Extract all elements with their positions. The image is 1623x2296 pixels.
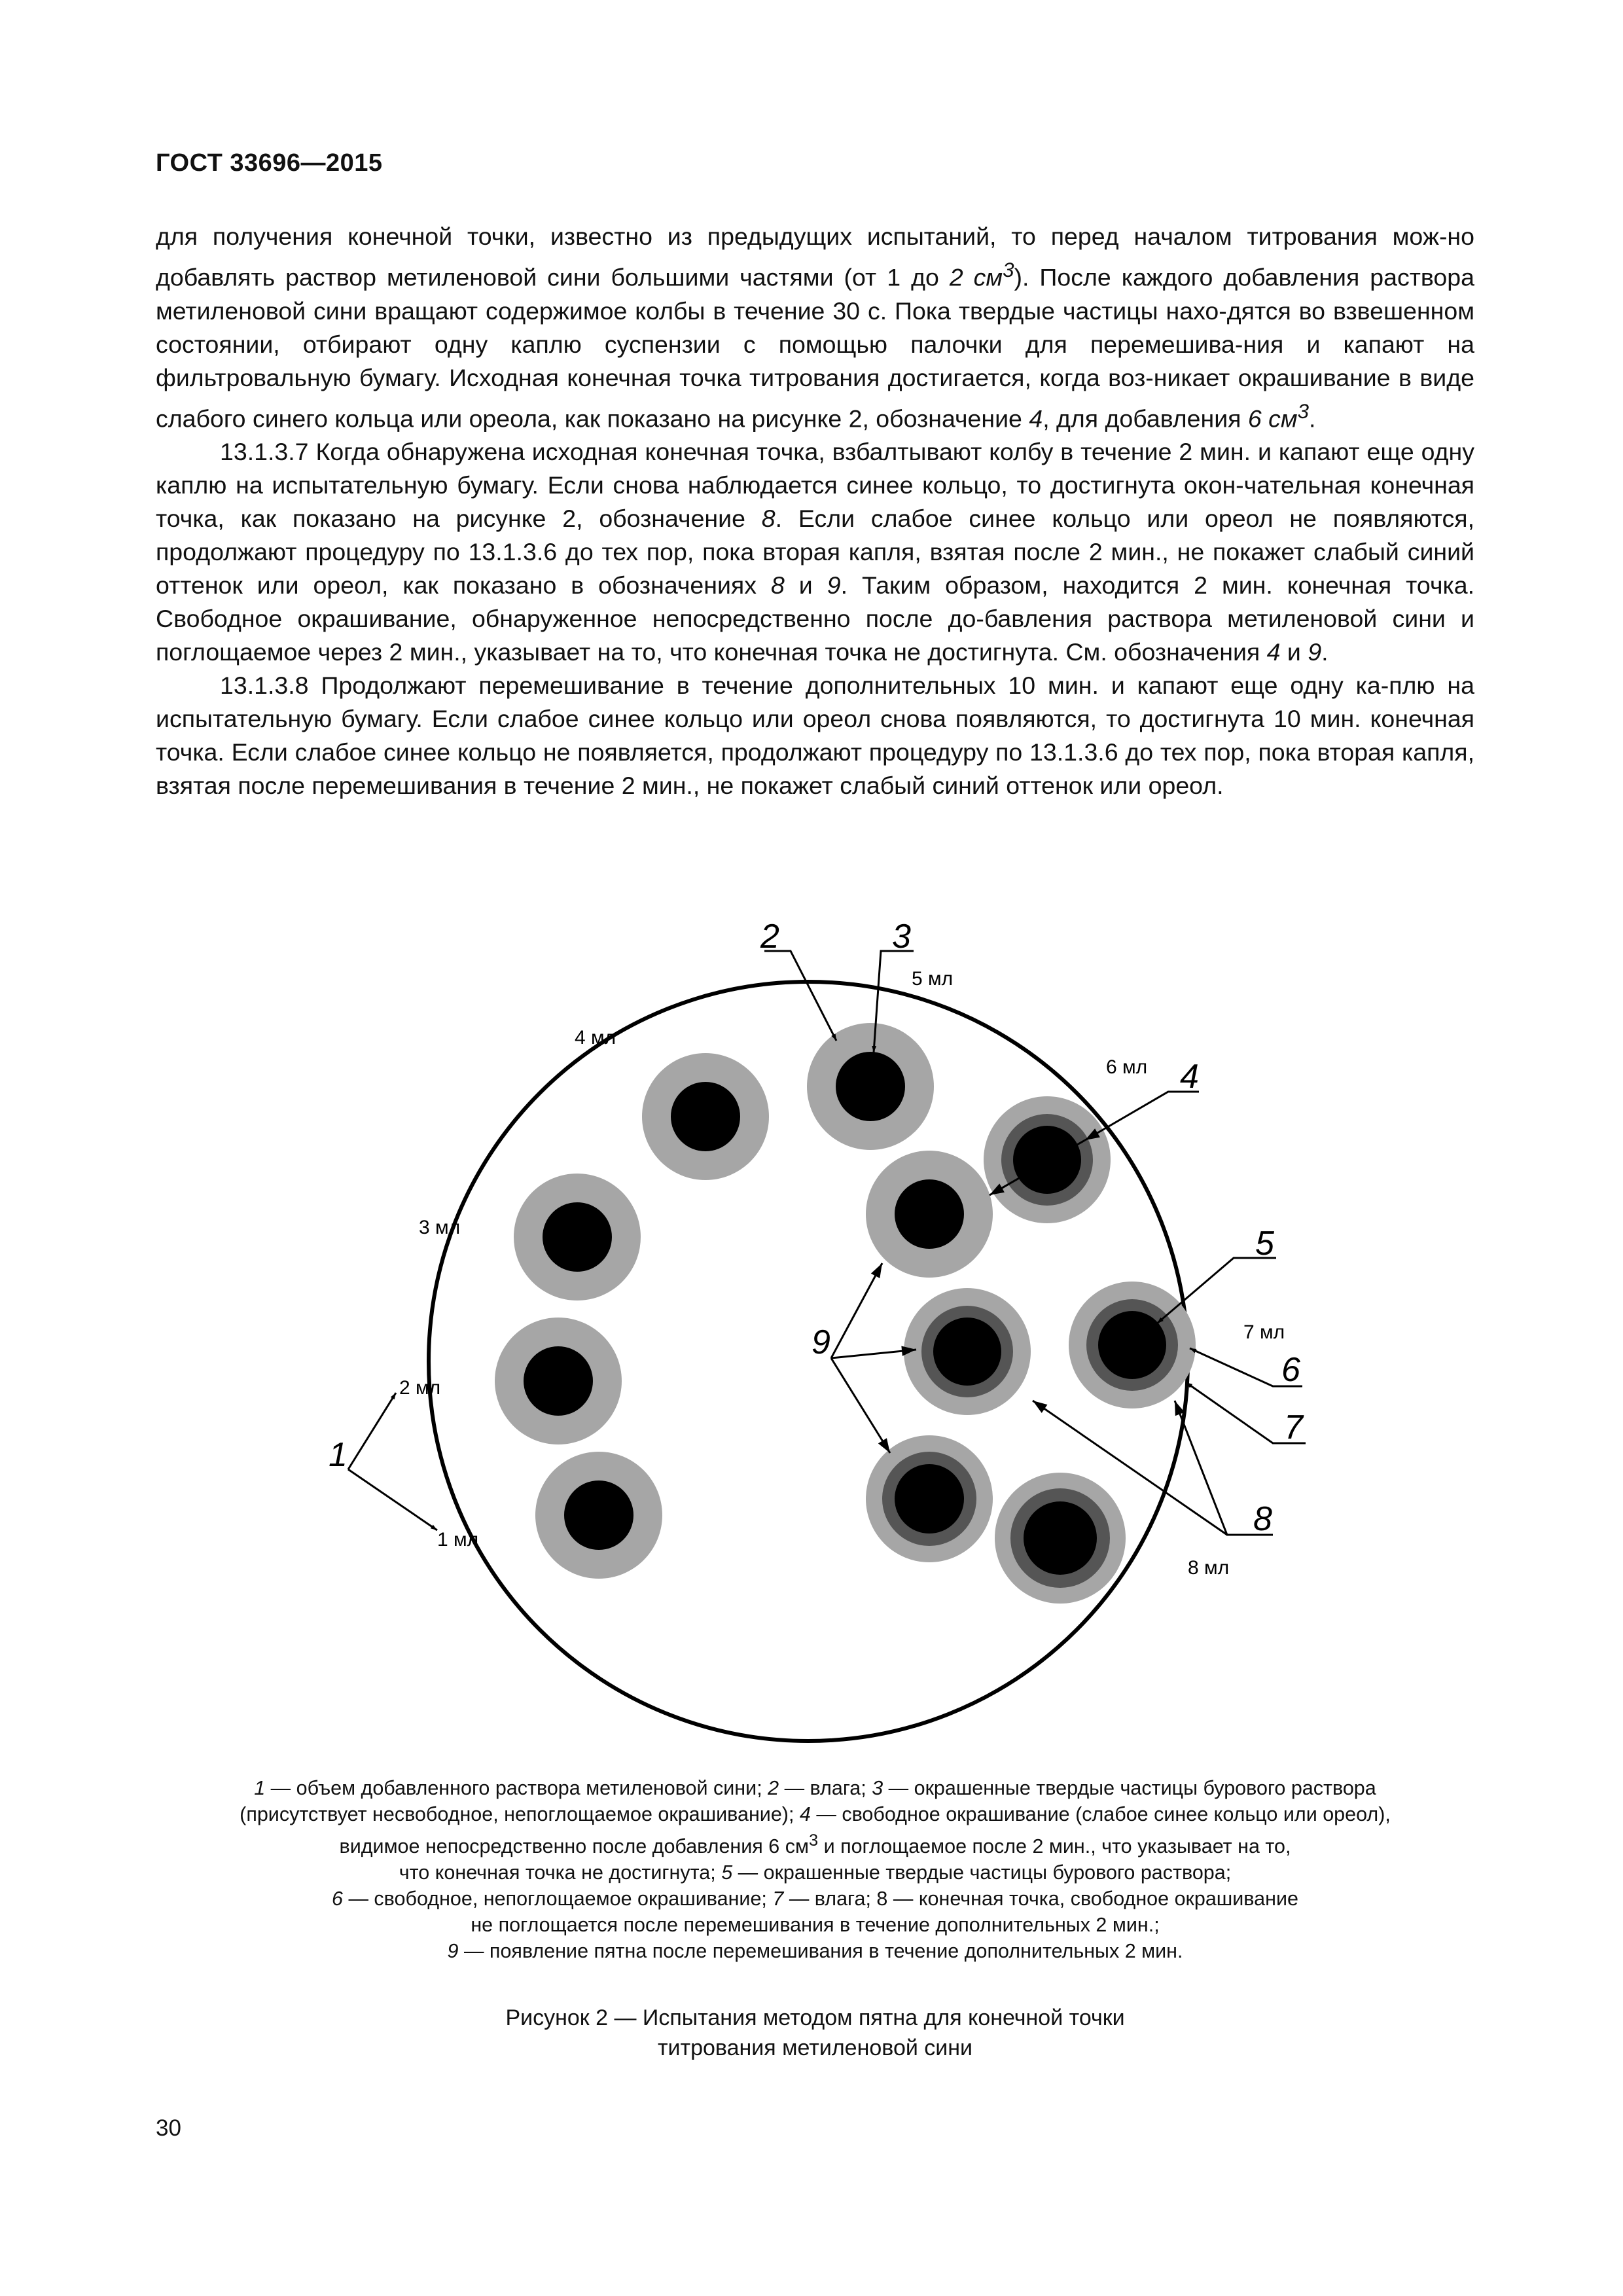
callout-6: 6	[1281, 1351, 1300, 1389]
figure-title: Рисунок 2 — Испытания методом пятна для конечной точки титрования метиленовой сини	[505, 2005, 1125, 2060]
label-6ml: 6 мл	[1106, 1056, 1148, 1078]
callout-2: 2	[760, 918, 779, 956]
callout-7: 7	[1284, 1408, 1303, 1446]
spot-8ml-after-2min	[866, 1435, 993, 1562]
label-7ml: 7 мл	[1243, 1321, 1285, 1343]
callout-1: 1	[329, 1436, 348, 1474]
label-5ml: 5 мл	[912, 968, 954, 990]
spot-1ml	[535, 1452, 662, 1579]
callout-4: 4	[1180, 1058, 1199, 1096]
spot-7ml-after-2min	[904, 1288, 1031, 1415]
spot-2ml	[495, 1318, 622, 1444]
callout-5: 5	[1255, 1225, 1274, 1263]
paragraph-13-1-3-8: 13.1.3.8 Продолжают перемешивание в течение дополнительных 10 мин. и капают еще одну ка-плю на испытательную бумагу. Если слабое синее кольцо или ореол снова появляются, то достигнута 10 мин. конечная точка. Если слабое синее кольцо не появляется, продолжают процедуру по 13.1.3.6 до тех пор, пока вторая капля, взятая после перемешивания в течение 2 мин., не покажет слабый синий оттенок или ореол.	[156, 672, 1474, 799]
spot-4ml	[642, 1053, 769, 1180]
page-number: 30	[156, 2115, 181, 2141]
label-4ml: 4 мл	[575, 1027, 616, 1049]
label-3ml: 3 мл	[419, 1217, 461, 1238]
spot-6ml-after-2min	[866, 1151, 993, 1278]
paragraph-1: для получения конечной точки, известно из предыдущих испытаний, то перед началом титрования мож-но добавлять раствор метиленовой сини большими частями (от 1 до 2 $см^3$). После каждого добавления раствора метиленовой сини вращают содержимое колбы в течение 30 с. Пока твердые частицы нахо-дятся во взвешенном состоянии, отбирают одну каплю суспензии с помощью палочки для перемешива-ния и капают на фильтровальную бумагу. Исходная конечная точка титрования достигается, когда воз-никает окрашивание в виде слабого синего кольца или ореола, как показано на рисунке 2, обозначение 4, для добавления 6 $см^3$.	[156, 223, 1475, 432]
spot-8ml	[995, 1473, 1126, 1604]
spot-5ml	[807, 1023, 934, 1150]
spot-7ml	[1069, 1282, 1196, 1408]
spot-6ml	[984, 1096, 1111, 1223]
label-1ml: 1 мл	[437, 1529, 479, 1551]
figure-legend: 1 — объем добавленного раствора метиленовой сини; 2 — влага; 3 — окрашенные твердые частицы бурового раствора (присутствует несвободное, непоглощаемое окрашивание); 4 — свободное окрашивание (слабое синее кольцо или ореол), видимое непосредственно после добавления 6 $см^3$ и поглощаемое после 2 мин., что указывает на то, что конечная точка не достигнута; 5 — окрашенные твердые частицы бурового раствора; 6 — свободное, непоглощаемое окрашивание; 7 — влага; 8 — конечная точка, свободное окрашивание не поглощается после перемешивания в течение дополнительных 2 мин.; 9 — появление пятна после перемешивания в течение дополнительных 2 мин.	[240, 1777, 1391, 1963]
callout-8: 8	[1253, 1500, 1272, 1538]
spot-3ml	[514, 1174, 641, 1300]
label-8ml: 8 мл	[1188, 1557, 1230, 1579]
paragraph-13-1-3-7: 13.1.3.7 Когда обнаружена исходная конечная точка, взбалтывают колбу в течение 2 мин. и капают еще одну каплю на испытательную бумагу. Если снова наблюдается синее кольцо, то достигнута окон-чательная конечная точка, как показано на рисунке 2, обозначение 8. Если слабое синее кольцо или ореол не появляются, продолжают процедуру по 13.1.3.6 до тех пор, пока вторая капля, взятая после 2 мин., не покажет слабый синий оттенок или ореол, как показано в обозначениях 8 и 9. Таким образом, находится 2 мин. конечная точка. Свободное окрашивание, обнаруженное непосредственно после до-бавления раствора метиленовой сини и поглощаемое через 2 мин., указывает на то, что конечная точка не достигнута. См. обозначения 4 и 9.	[156, 438, 1474, 666]
callout-9: 9	[812, 1323, 830, 1361]
label-2ml: 2 мл	[399, 1377, 441, 1399]
document-header: ГОСТ 33696—2015	[156, 149, 383, 177]
callout-3: 3	[892, 918, 911, 956]
